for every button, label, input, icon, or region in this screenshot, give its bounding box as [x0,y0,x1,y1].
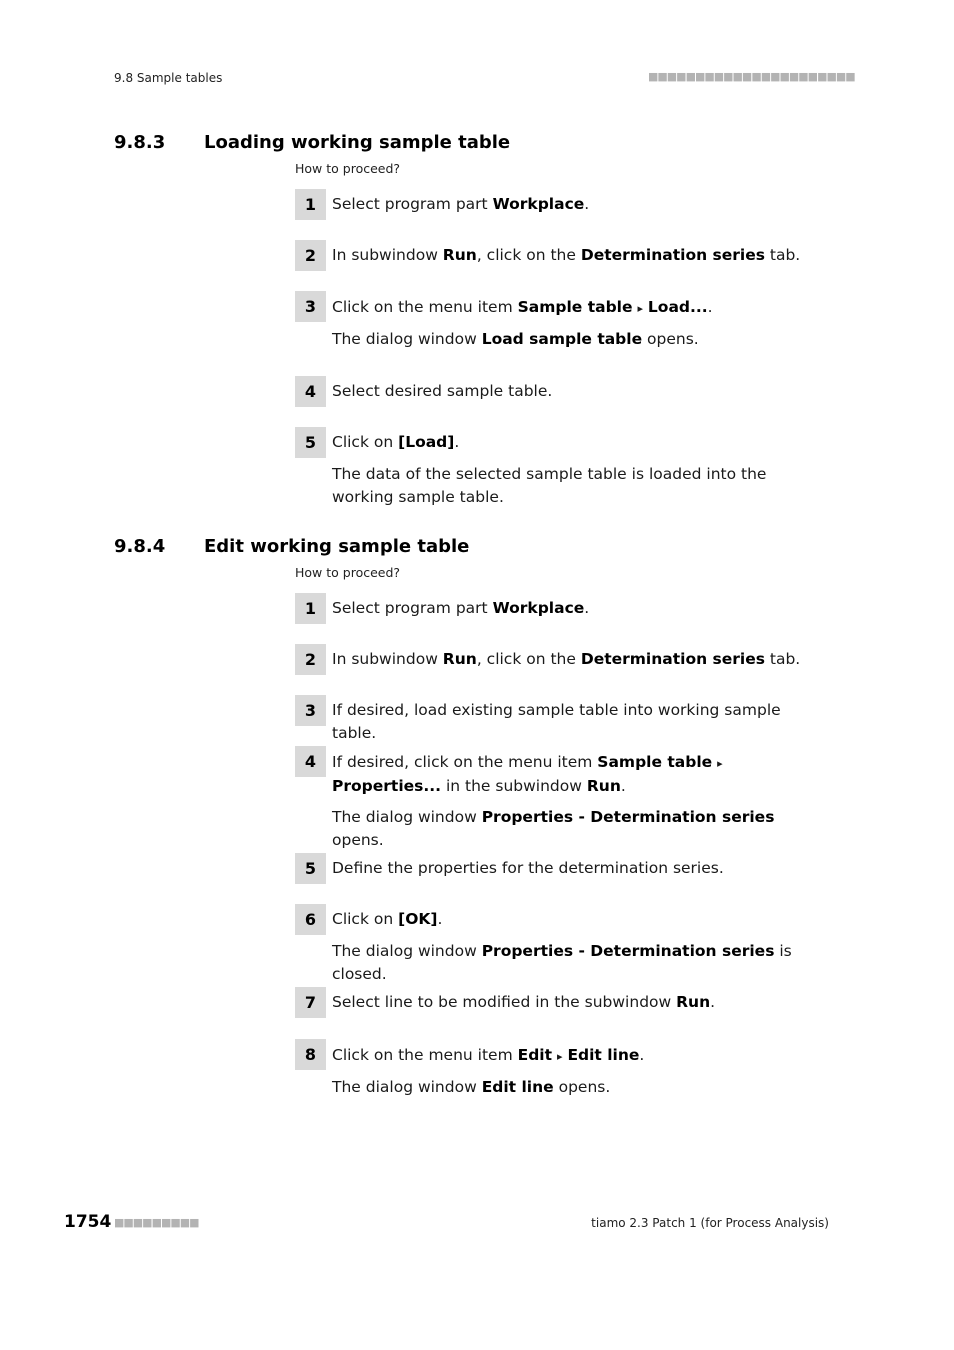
step-result: The dialog window Edit line opens. [332,1078,611,1096]
section-number: 9.8.3 [114,132,166,153]
step-result: The dialog window Load sample table opens. [332,330,699,348]
step-text: Click on [OK]. [332,910,443,928]
step-text: Define the properties for the determination series. [332,859,724,877]
footer-dots: ■■■■■■■■■ [114,1216,199,1229]
menu-arrow-icon: ▸ [717,757,723,770]
step-number: 8 [295,1039,326,1070]
step-number: 2 [295,240,326,271]
step-result: The dialog window Properties - Determination series opens. [332,808,775,849]
step-number: 1 [295,189,326,220]
step-text: In subwindow Run, click on the Determination series tab. [332,246,801,264]
step-text: Click on the menu item Sample table ▸ Load.... [332,298,713,316]
step-number: 5 [295,427,326,458]
menu-arrow-icon: ▸ [556,1050,563,1063]
running-header-section: 9.8 Sample tables [114,71,223,85]
step-number: 5 [295,853,326,884]
menu-arrow-icon: ▸ [637,302,643,315]
step-text: If desired, click on the menu item Sample table ▸ Properties... in the subwindow Run. [332,753,723,795]
step-text: Select program part Workplace. [332,195,590,213]
step-text: Click on the menu item Edit ▸ Edit line. [332,1046,645,1064]
section-number: 9.8.4 [114,536,166,557]
step-text: In subwindow Run, click on the Determination series tab. [332,650,801,668]
step-text: Click on [Load]. [332,433,460,451]
step-number: 1 [295,593,326,624]
step-number: 3 [295,695,326,726]
page-number: 1754 [64,1212,112,1232]
step-number: 3 [295,291,326,322]
step-result: The dialog window Properties - Determination series is closed. [332,942,792,983]
step-number: 4 [295,376,326,407]
section-title: Loading working sample table [204,132,511,153]
step-number: 4 [295,746,326,777]
step-number: 7 [295,987,326,1018]
step-number: 2 [295,644,326,675]
how-to-proceed: How to proceed? [295,565,401,580]
footer-product: tiamo 2.3 Patch 1 (for Process Analysis) [591,1216,829,1230]
how-to-proceed: How to proceed? [295,161,401,176]
step-text: Select program part Workplace. [332,599,590,617]
step-text: If desired, load existing sample table into working sample table. [332,701,781,742]
section-title: Edit working sample table [204,536,470,557]
step-text: Select desired sample table. [332,382,553,400]
step-number: 6 [295,904,326,935]
step-result: The data of the selected sample table is loaded into the working sample table. [332,465,767,506]
running-header-dots: ■■■■■■■■■■■■■■■■■■■■■■ [648,70,855,83]
step-text: Select line to be modified in the subwindow Run. [332,993,716,1011]
